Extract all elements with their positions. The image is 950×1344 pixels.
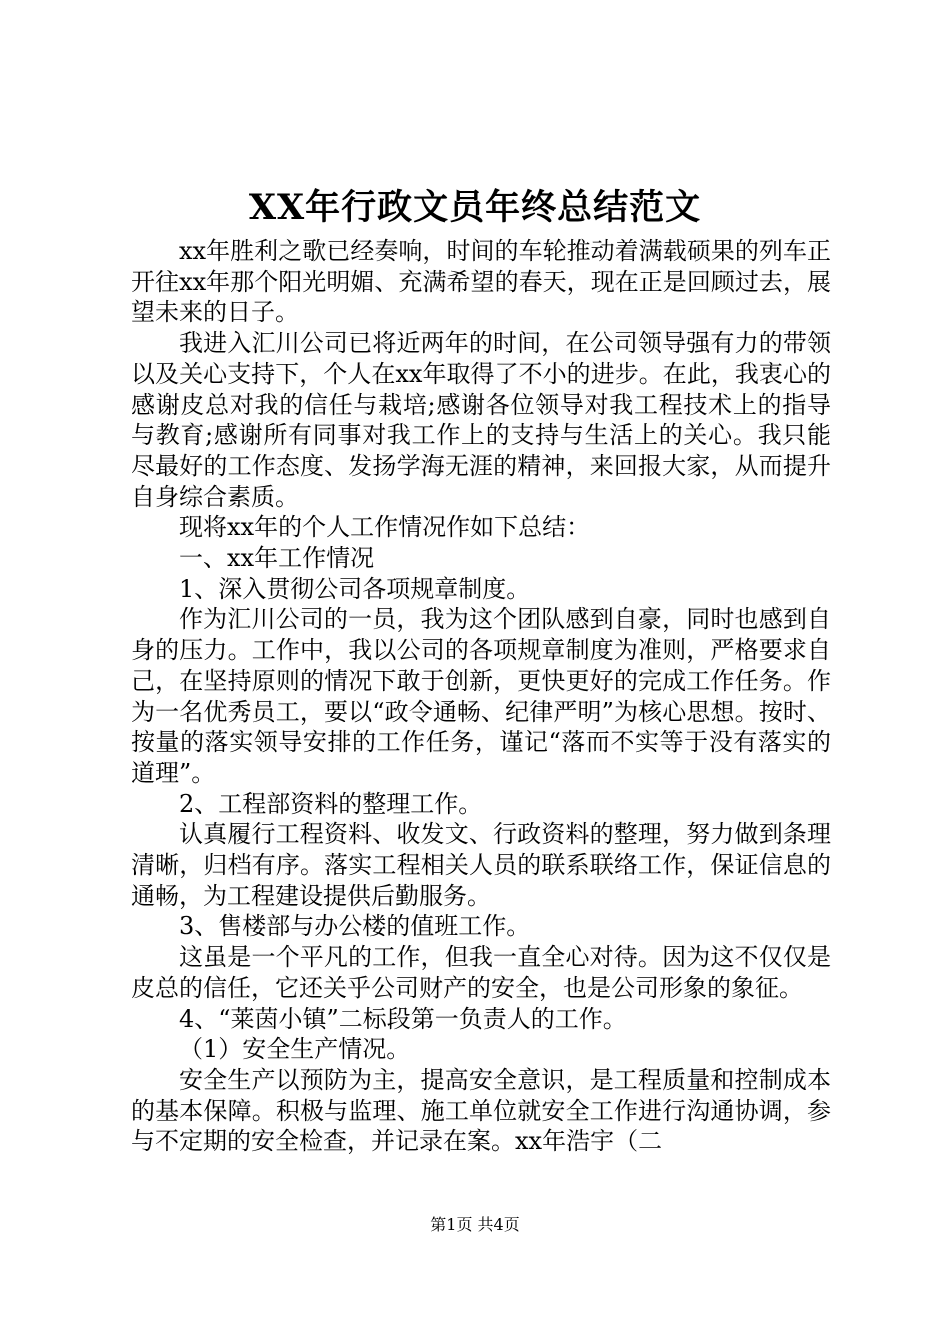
subsection-heading: 3、售楼部与办公楼的值班工作。 [179,912,531,941]
paragraph: 这虽是一个平凡的工作，但我一直全心对待。因为这不仅仅是皮总的信任，它还关乎公司财产的安全，也是公司形象的象征。 [131,943,831,1002]
paragraph: 现将xx年的个人工作情况作如下总结： [179,513,591,542]
paragraph: xx年胜利之歌已经奏响，时间的车轮推动着满载硕果的列车正开往xx年那个阳光明媚、充满希望的春天，现在正是回顾过去，展望未来的日子。 [131,237,831,327]
paragraph: 作为汇川公司的一员，我为这个团队感到自豪，同时也感到自身的压力。工作中，我以公司的各项规章制度为准则，严格要求自己，在坚持原则的情况下敢于创新，更快更好的完成工作任务。作为一名优秀员工，要以“政令通畅、纪律严明”为核心思想。按时、按量的落实领导安排的工作任务，谨记“落而不实等于没有落实的道理”。 [131,605,831,787]
paragraph: 认真履行工程资料、收发文、行政资料的整理，努力做到条理清晰，归档有序。落实工程相关人员的联系联络工作，保证信息的通畅，为工程建设提供后勤服务。 [131,820,831,910]
subsection-heading: （1）安全生产情况。 [179,1035,411,1064]
subsection-heading: 1、深入贯彻公司各项规章制度。 [179,574,531,603]
section-heading: 一、xx年工作情况 [179,544,375,573]
document-body [131,236,831,1157]
paragraph: 我进入汇川公司已将近两年的时间，在公司领导强有力的带领以及关心支持下，个人在xx年取得了不小的进步。在此，我衷心的感谢皮总对我的信任与栽培;感谢各位领导对我工程技术上的指导与教育;感谢所有同事对我工作上的支持与生活上的关心。我只能尽最好的工作态度、发扬学海无涯的精神，来回报大家，从而提升自身综合素质。 [131,329,831,511]
subsection-heading: 4、“莱茵小镇”二标段第一负责人的工作。 [179,1004,627,1033]
subsection-heading: 2、工程部资料的整理工作。 [179,789,483,818]
paragraph: 安全生产以预防为主，提高安全意识，是工程质量和控制成本的基本保障。积极与监理、施工单位就安全工作进行沟通协调，参与不定期的安全检查，并记录在案。xx年浩宇（二 [131,1065,831,1156]
page-number: 第1页 共4页 [430,1215,520,1234]
document-title: XX年行政文员年终总结范文 [248,187,702,228]
